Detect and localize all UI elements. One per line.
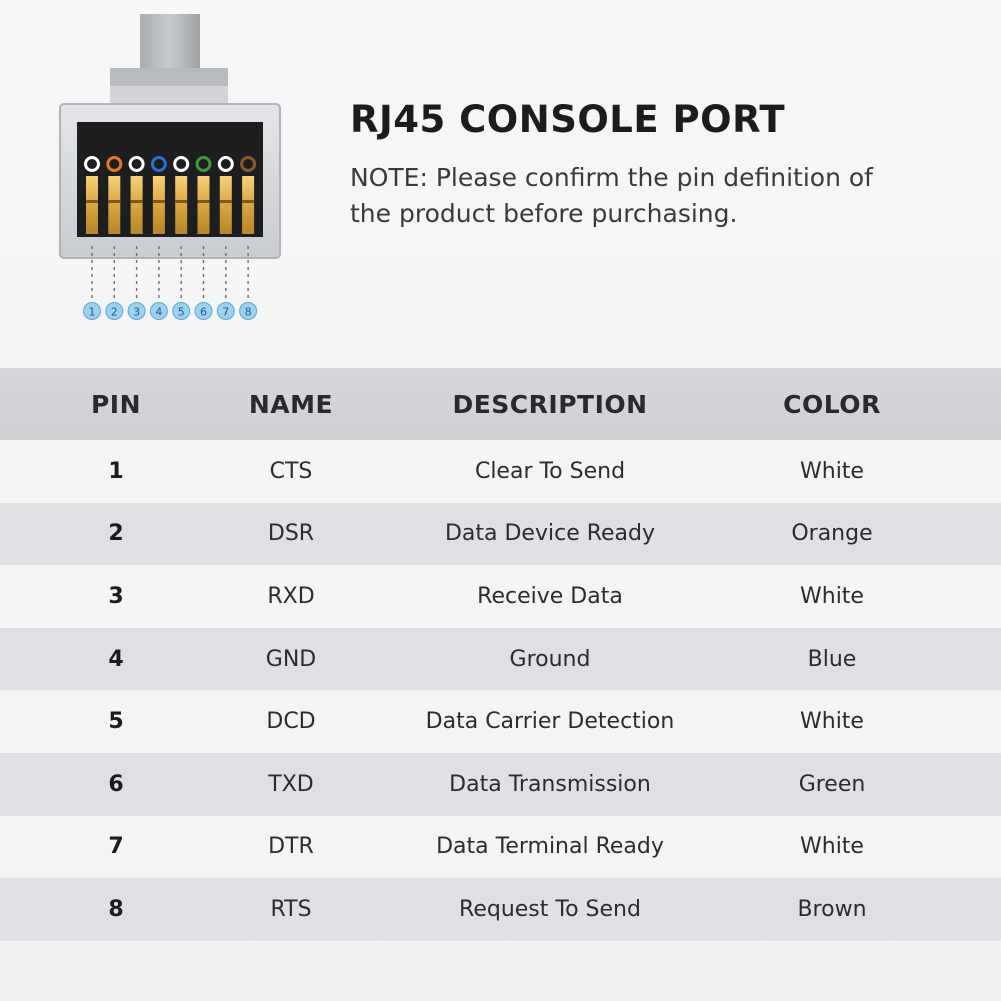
latch-base bbox=[110, 68, 228, 88]
table-body bbox=[0, 440, 1001, 941]
plug-insert bbox=[77, 122, 263, 237]
gold-contact bbox=[153, 176, 165, 234]
table-row bbox=[0, 816, 1001, 879]
wire-color-dot bbox=[130, 158, 143, 171]
pin-number-label: 2 bbox=[110, 305, 118, 319]
contact-notch bbox=[242, 200, 254, 203]
cell-pin: 7 bbox=[108, 834, 124, 860]
gold-contact bbox=[198, 176, 210, 234]
table-row bbox=[0, 503, 1001, 566]
wire-color-dot bbox=[197, 158, 210, 171]
rj45-plug-graphic bbox=[55, 10, 285, 330]
contact-notch bbox=[175, 200, 187, 203]
wire-color-dot bbox=[152, 158, 165, 171]
pin-number-label: 3 bbox=[133, 305, 141, 319]
table-header-row bbox=[0, 368, 1001, 440]
cell-description: Data Terminal Ready bbox=[436, 834, 664, 860]
cell-pin: 3 bbox=[108, 583, 124, 609]
rj45-connector-illustration bbox=[55, 10, 285, 330]
contact-notch bbox=[198, 200, 210, 203]
cell-color: White bbox=[800, 709, 864, 735]
contact-notch bbox=[108, 200, 120, 203]
cell-pin: 6 bbox=[108, 771, 124, 797]
cell-description: Clear To Send bbox=[474, 458, 626, 484]
header-color: COLOR bbox=[783, 389, 881, 419]
gold-contact bbox=[86, 176, 98, 234]
cell-name: RXD bbox=[267, 583, 315, 609]
cell-color: White bbox=[800, 583, 864, 609]
header-name: NAME bbox=[248, 389, 334, 419]
wire-color-dot bbox=[175, 158, 188, 171]
cell-name: DCD bbox=[266, 709, 316, 735]
gold-contact bbox=[242, 176, 254, 234]
cell-color: Green bbox=[798, 771, 866, 797]
cell-description: Data Device Ready bbox=[444, 521, 656, 547]
gold-contact bbox=[108, 176, 120, 234]
pin-number-label: 6 bbox=[200, 305, 207, 319]
table-row bbox=[0, 440, 1001, 503]
cell-name: DTR bbox=[268, 834, 314, 860]
gold-contact bbox=[175, 176, 187, 234]
cell-description: Data Carrier Detection bbox=[425, 709, 675, 735]
wire-color-dot bbox=[242, 158, 255, 171]
cell-pin: 2 bbox=[108, 521, 124, 547]
page-title: RJ45 CONSOLE PORT bbox=[350, 98, 786, 141]
cell-name: GND bbox=[265, 646, 317, 672]
table-row bbox=[0, 753, 1001, 816]
table-row bbox=[0, 690, 1001, 753]
wire-color-dot bbox=[219, 158, 232, 171]
table-row bbox=[0, 878, 1001, 941]
note-line-2: the product before purchasing. bbox=[350, 199, 738, 228]
cell-description: Data Transmission bbox=[449, 771, 651, 797]
cell-pin: 1 bbox=[108, 458, 124, 484]
cell-color: Orange bbox=[791, 521, 873, 547]
gold-contact bbox=[131, 176, 143, 234]
gold-contact bbox=[220, 176, 232, 234]
table-row bbox=[0, 628, 1001, 691]
cell-name: RTS bbox=[270, 896, 312, 922]
pin-number-label: 8 bbox=[244, 305, 252, 319]
cell-name: CTS bbox=[269, 458, 313, 484]
cell-color: Blue bbox=[807, 646, 857, 672]
contact-notch bbox=[131, 200, 143, 203]
purchase-note bbox=[350, 160, 950, 232]
note-line-1: NOTE: Please confirm the pin definition of bbox=[350, 163, 873, 192]
cell-color: White bbox=[800, 458, 864, 484]
header-pin: PIN bbox=[90, 389, 142, 419]
pin-number-label: 4 bbox=[155, 305, 163, 319]
pin-number-label: 5 bbox=[177, 305, 185, 319]
wire-color-dot bbox=[108, 158, 121, 171]
cell-pin: 8 bbox=[108, 896, 124, 922]
wire-color-dot bbox=[86, 158, 99, 171]
header-description: DESCRIPTION bbox=[452, 389, 648, 419]
cell-name: TXD bbox=[268, 771, 314, 797]
pin-number-badges bbox=[84, 303, 257, 320]
pin-number-label: 7 bbox=[222, 305, 230, 319]
cell-description: Request To Send bbox=[459, 896, 641, 922]
latch-clip bbox=[140, 14, 200, 72]
cell-name: DSR bbox=[267, 521, 315, 547]
cell-color: White bbox=[800, 834, 864, 860]
contact-notch bbox=[220, 200, 232, 203]
cell-description: Ground bbox=[509, 646, 591, 672]
pin-definition-table bbox=[0, 368, 1001, 941]
contact-notch bbox=[86, 200, 98, 203]
contact-notch bbox=[153, 200, 165, 203]
cell-pin: 5 bbox=[108, 709, 124, 735]
pin-number-label: 1 bbox=[88, 305, 96, 319]
cell-description: Receive Data bbox=[477, 583, 623, 609]
cell-color: Brown bbox=[797, 896, 867, 922]
table-row bbox=[0, 565, 1001, 628]
cell-pin: 4 bbox=[108, 646, 124, 672]
